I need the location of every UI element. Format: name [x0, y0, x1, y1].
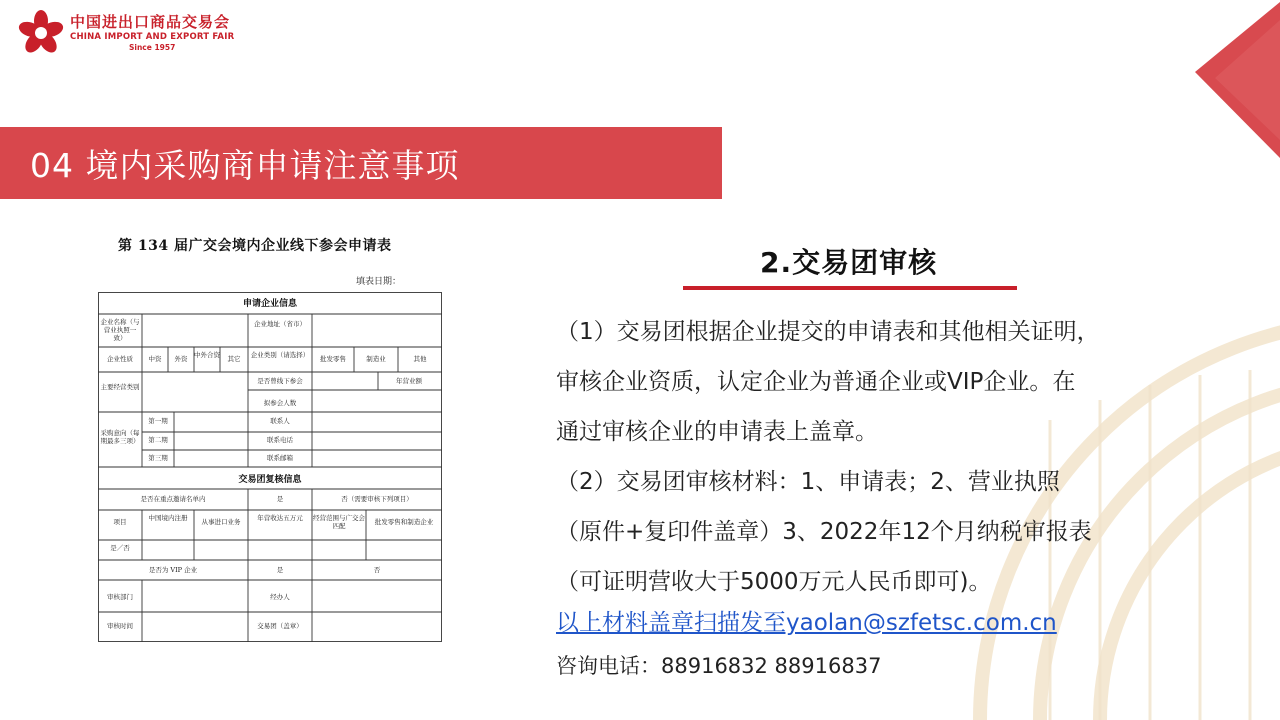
- form-cell: 中国境内注册: [148, 514, 188, 522]
- form-cell: 经办人: [270, 593, 290, 601]
- form-cell: 否（需要审核下列项目）: [341, 495, 413, 503]
- form-cell: 外资: [174, 355, 188, 363]
- form-cell: 企业性质: [107, 355, 133, 363]
- form-cell: 审核时间: [107, 622, 133, 630]
- form-cell: 否: [373, 566, 381, 574]
- email-link[interactable]: 以上材料盖章扫描发至yaolan@szfetsc.com.cn: [556, 610, 1057, 636]
- logo-chinese-name: 中国进出口商品交易会: [70, 13, 231, 31]
- form-cell: 经营范围与广交会匹配: [313, 514, 365, 530]
- form-cell: 是／否: [110, 544, 130, 552]
- form-section-applicant: 申请企业信息: [242, 299, 297, 309]
- form-cell: 企业地址（省市）: [254, 320, 306, 328]
- body-line: 通过审核企业的申请表上盖章。: [556, 419, 878, 445]
- form-date-label: 填表日期：: [356, 277, 402, 287]
- form-cell: 采购意向（每期最多三项）: [100, 429, 140, 445]
- review-description: [556, 307, 1196, 607]
- form-cell: 从事进口业务: [201, 518, 241, 526]
- body-line: （1）交易团根据企业提交的申请表和其他相关证明，: [556, 319, 1100, 345]
- form-cell: 其他: [413, 355, 427, 363]
- body-line: （可证明营收大于5000万元人民币即可)。: [556, 569, 992, 595]
- body-line: （原件+复印件盖章）3、2022年12个月纳税审报表: [556, 519, 1092, 545]
- form-cell: 交易团（盖章）: [257, 622, 303, 630]
- form-section-review: 交易团复核信息: [238, 475, 302, 485]
- form-cell: 中外合资: [194, 351, 220, 359]
- form-cell: 是: [276, 495, 284, 503]
- form-cell: 是否曾线下参会: [257, 377, 303, 385]
- logo-since: Since 1957: [128, 42, 176, 52]
- form-cell: 联系邮箱: [267, 454, 293, 462]
- section-heading: 2.交易团审核: [760, 246, 938, 279]
- form-cell: 中资: [148, 355, 162, 363]
- form-cell: 年营收达五万元: [257, 514, 303, 522]
- canton-fair-logo: [18, 10, 234, 56]
- form-cell: 其它: [227, 355, 241, 363]
- form-cell: 制造业: [366, 355, 386, 363]
- form-table-grid: [98, 292, 442, 642]
- consult-phone: 咨询电话：88916832 88916837: [556, 654, 882, 678]
- title-band: [0, 127, 722, 199]
- form-cell: 第二期: [148, 436, 168, 444]
- form-cell: 是否为 VIP 企业: [148, 566, 198, 574]
- body-line: 审核企业资质，认定企业为普通企业或VIP企业。在: [556, 369, 1076, 395]
- form-cell: 主要经营类别: [100, 383, 140, 391]
- form-cell: 联系人: [270, 417, 290, 425]
- form-cell: 是: [276, 566, 284, 574]
- corner-triangle-decoration: [1185, 0, 1280, 160]
- body-line: （2）交易团审核材料：1、申请表；2、营业执照: [556, 469, 1060, 495]
- form-cell: 项目: [113, 518, 127, 526]
- heading-underline: [683, 286, 1017, 290]
- page-title: 04 境内采购商申请注意事项: [30, 145, 460, 185]
- form-cell: 是否在重点邀请名单内: [140, 495, 206, 503]
- form-cell: 联系电话: [267, 436, 293, 444]
- flower-logo-icon: [18, 10, 64, 56]
- logo-english-name: CHINA IMPORT AND EXPORT FAIR: [70, 32, 235, 42]
- form-cell: 第一期: [148, 417, 168, 425]
- form-title: 第 134 届广交会境内企业线下参会申请表: [118, 238, 392, 254]
- form-cell: 企业类别（请选择）: [250, 351, 310, 359]
- form-cell: 审核部门: [107, 593, 133, 601]
- form-cell: 第三期: [148, 454, 168, 462]
- application-form-image: [98, 232, 442, 642]
- form-cell: 拟参会人数: [263, 399, 297, 407]
- form-cell: 批发零售和制造企业: [374, 518, 434, 526]
- form-cell: 年营业额: [396, 377, 422, 385]
- form-cell: 企业名称（与营业执照一致）: [100, 318, 140, 342]
- form-cell: 批发零售: [320, 355, 346, 363]
